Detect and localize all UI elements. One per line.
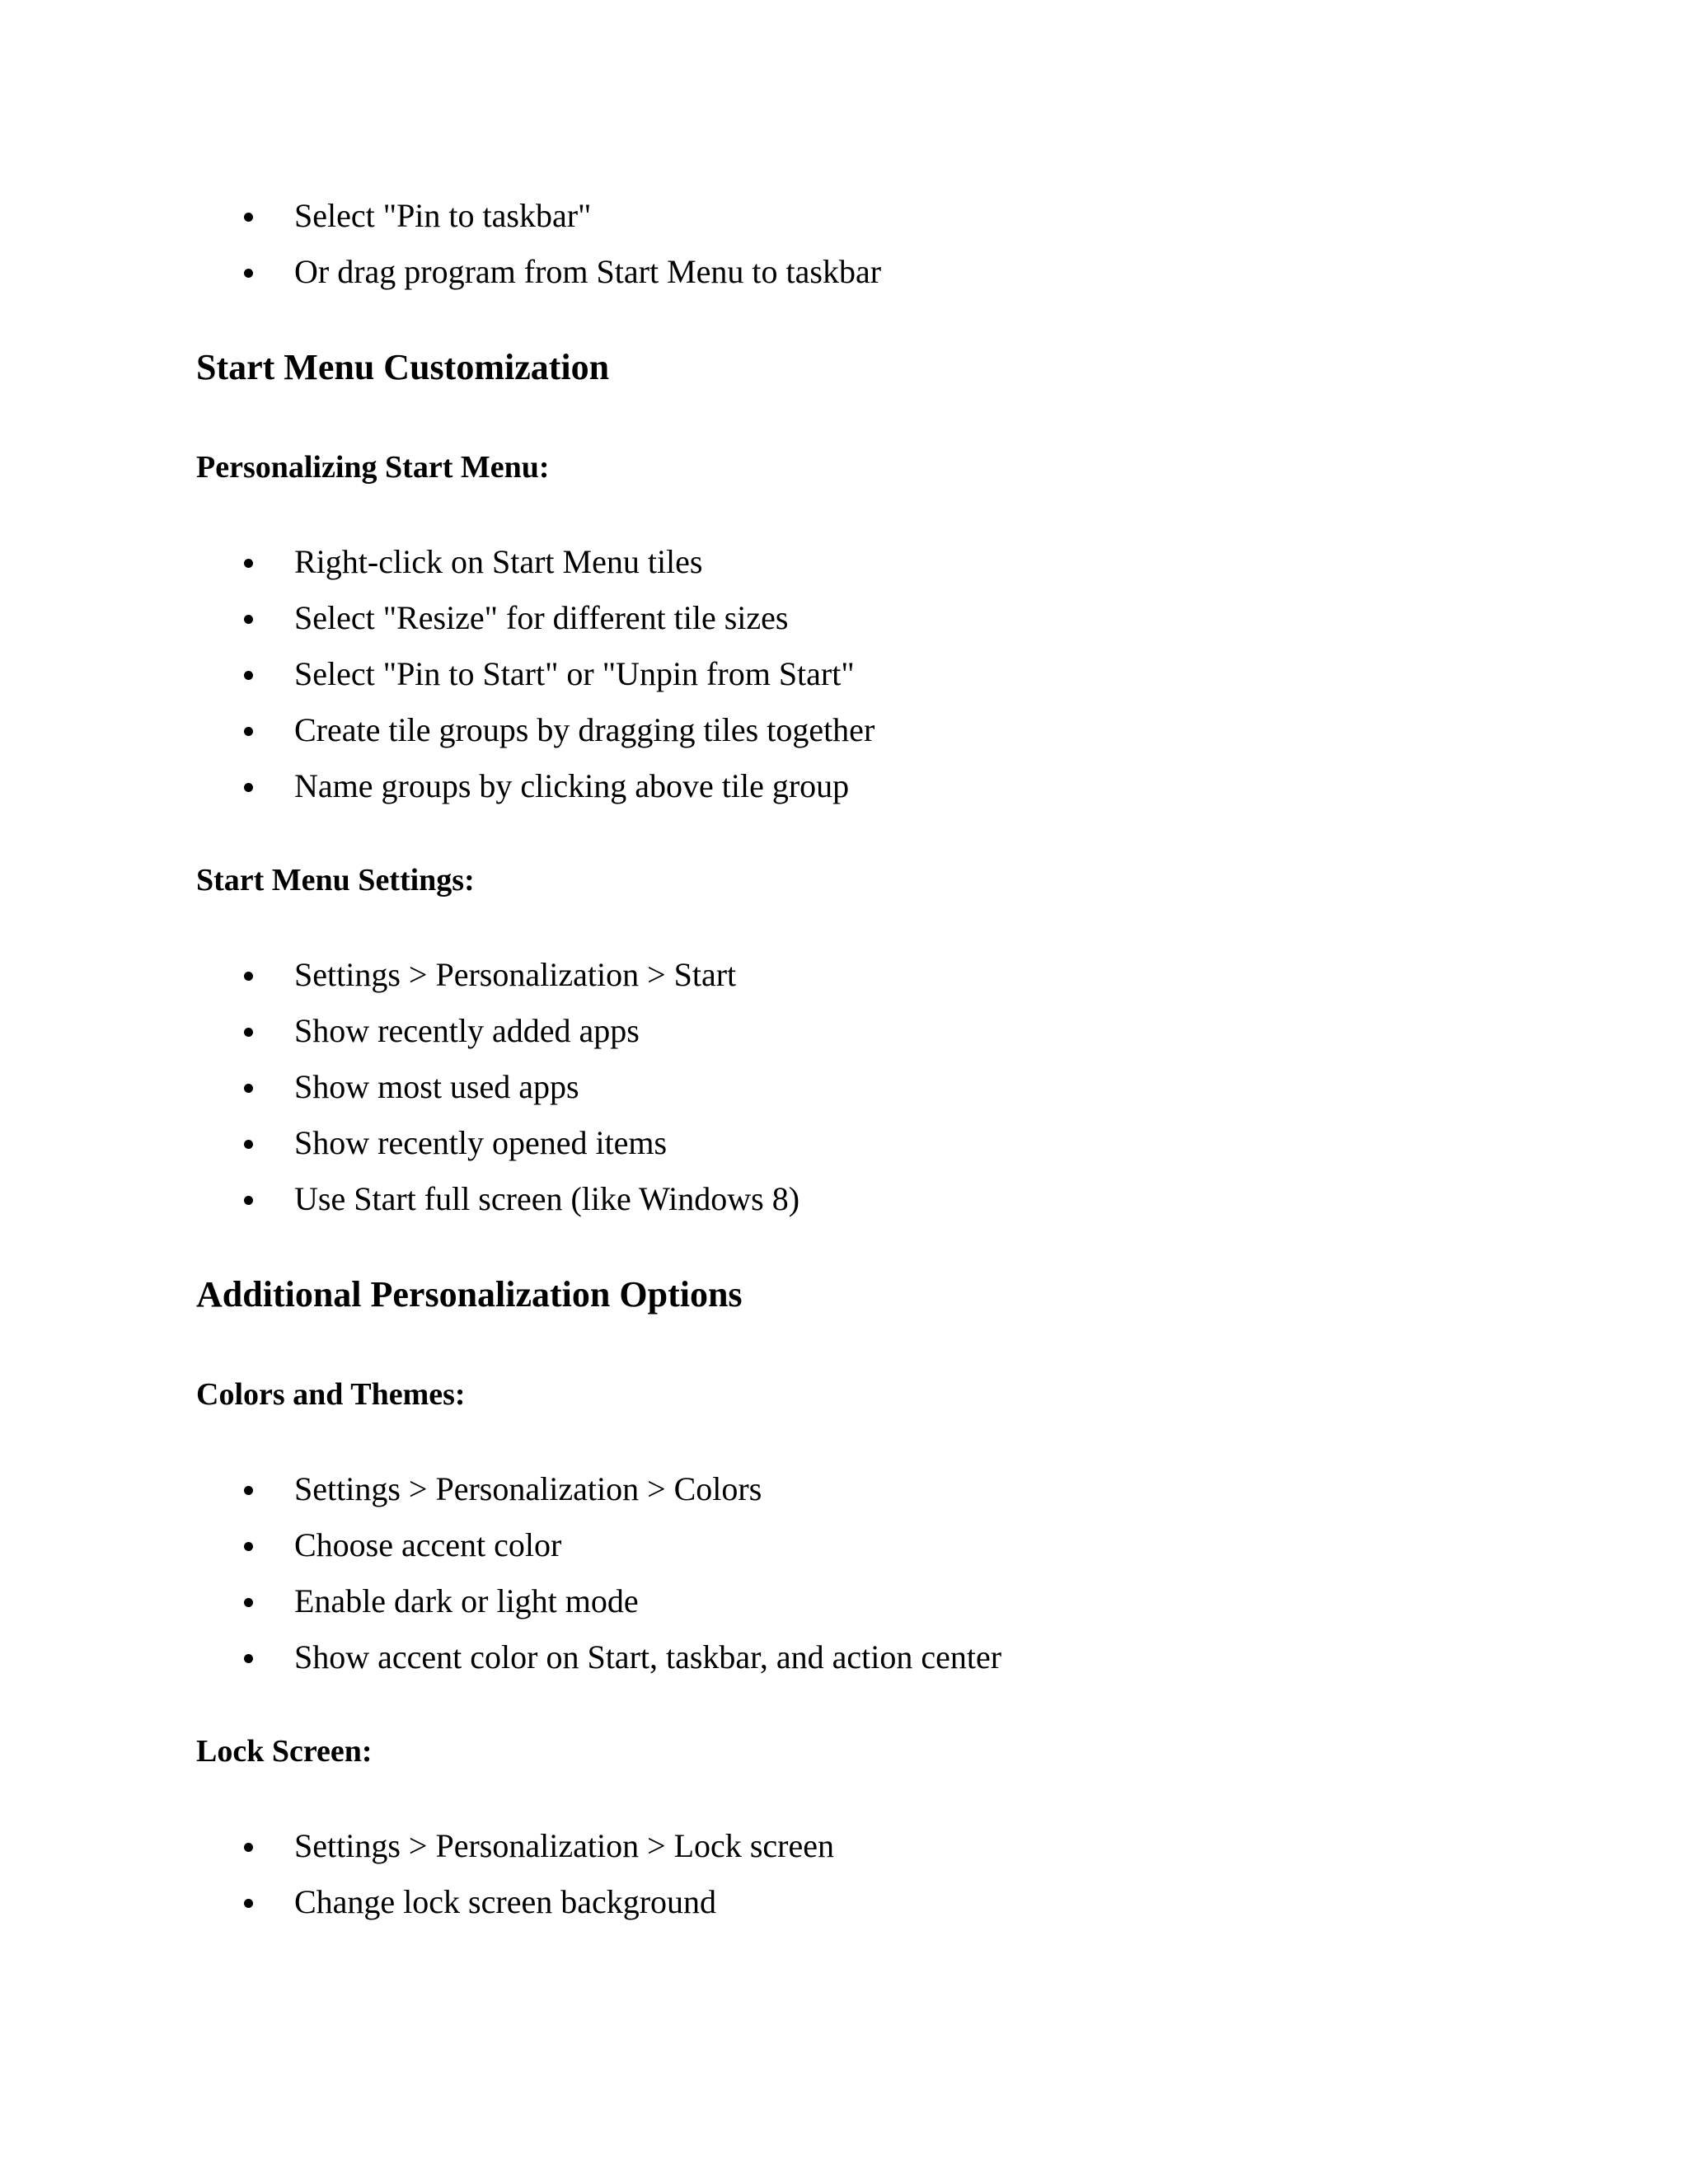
list-item [0,252,1319,302]
list-item-text: Settings > Personalization > Start [294,956,737,993]
subheading-colors-and-themes: Colors and Themes: [196,1377,466,1412]
list-item [0,196,1319,246]
bullet-icon [244,269,253,278]
list-item [0,1826,1319,1876]
bullet-icon [244,1899,253,1908]
list-item [0,542,1319,592]
bullet-icon [244,1542,253,1551]
subheading-lock-screen: Lock Screen: [196,1734,373,1769]
bullet-icon [244,615,253,624]
bullet-icon [244,1028,253,1037]
subheading-personalizing-start-menu: Personalizing Start Menu: [196,450,550,485]
list-item-text: Show recently added apps [294,1012,640,1049]
list-item-text: Select "Pin to taskbar" [294,197,592,234]
bullet-icon [244,1196,253,1205]
list-item [0,1582,1319,1631]
list-item [0,1526,1319,1575]
list-item [0,598,1319,648]
list-item-text: Change lock screen background [294,1883,717,1920]
list-item-text: Create tile groups by dragging tiles together [294,711,875,748]
bullet-icon [244,1654,253,1663]
list-item [0,1179,1319,1229]
list-item-text: Name groups by clicking above tile group [294,767,850,804]
list-item-text: Show most used apps [294,1068,579,1105]
list-item [0,1469,1319,1519]
list-item-text: Use Start full screen (like Windows 8) [294,1180,800,1217]
list-item [0,1067,1319,1117]
bullet-icon [244,671,253,680]
list-item [0,1638,1319,1687]
bullet-icon [244,1486,253,1495]
bullet-icon [244,213,253,222]
list-item-text: Show recently opened items [294,1124,668,1161]
bullet-icon [244,1843,253,1852]
bullet-icon [244,783,253,792]
list-item-text: Select "Resize" for different tile sizes [294,599,789,636]
section-heading-start-menu: Start Menu Customization [196,347,610,387]
list-item-text: Or drag program from Start Menu to taskbar [294,253,882,290]
section-heading-additional-personalization: Additional Personalization Options [196,1274,743,1315]
list-item-text: Choose accent color [294,1526,562,1563]
list-item-text: Settings > Personalization > Colors [294,1470,762,1507]
subheading-start-menu-settings: Start Menu Settings: [196,863,475,898]
list-item [0,955,1319,1005]
list-item [0,654,1319,704]
bullet-icon [244,972,253,981]
list-item [0,1882,1319,1932]
bullet-icon [244,1140,253,1149]
list-item [0,1123,1319,1173]
list-item [0,1011,1319,1061]
list-item-text: Right-click on Start Menu tiles [294,543,703,580]
list-item [0,710,1319,760]
list-item-text: Show accent color on Start, taskbar, and action center [294,1638,1002,1675]
list-item-text: Settings > Personalization > Lock screen [294,1827,834,1864]
bullet-icon [244,1598,253,1607]
list-item-text: Select "Pin to Start" or "Unpin from Start" [294,655,855,692]
list-item [0,766,1319,816]
bullet-icon [244,1084,253,1093]
bullet-icon [244,727,253,736]
bullet-icon [244,559,253,568]
list-item-text: Enable dark or light mode [294,1582,639,1619]
